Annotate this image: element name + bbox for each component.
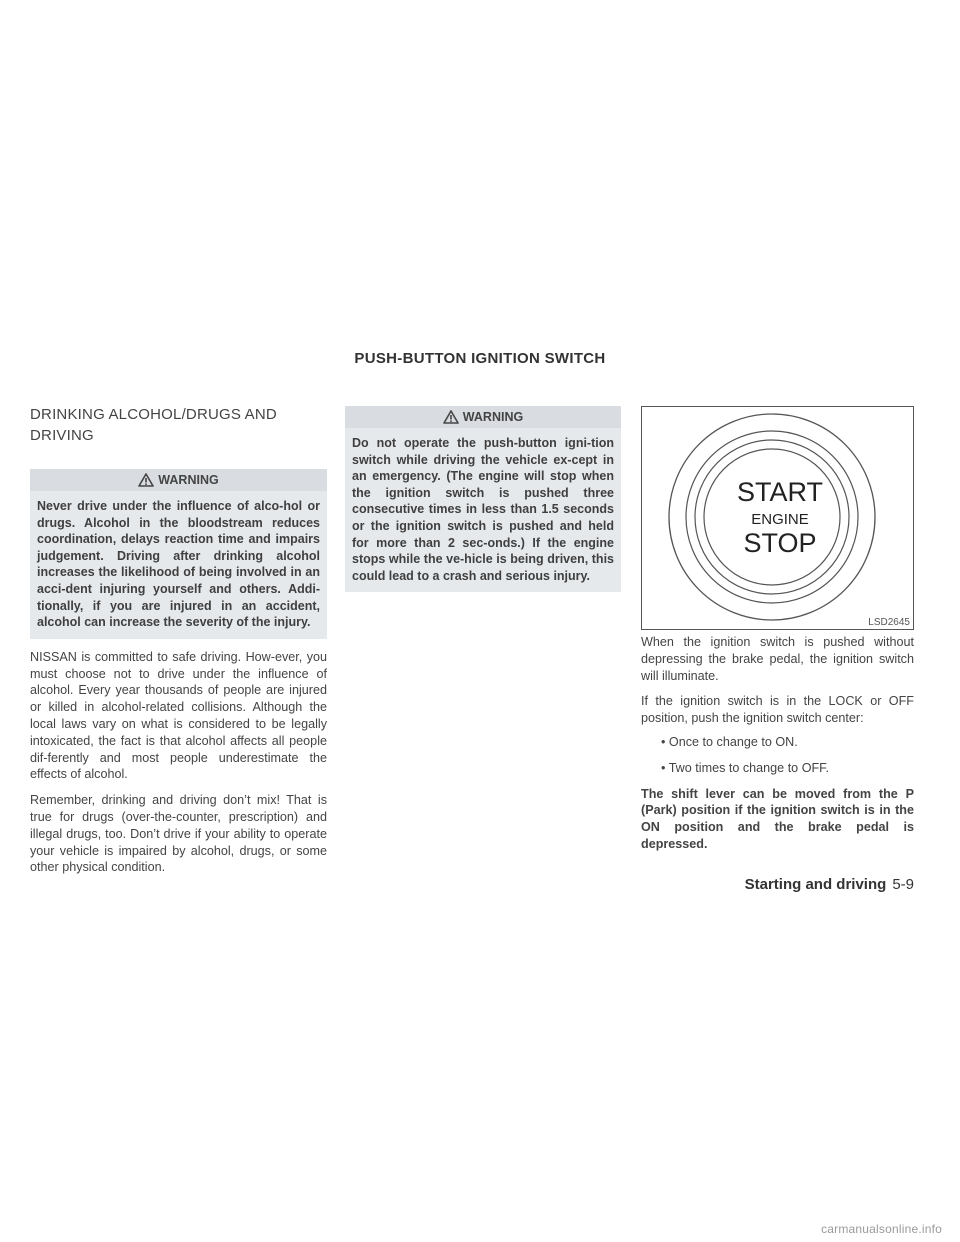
warning-header — [345, 406, 621, 428]
bullet-text: Two times to change to OFF. — [668, 760, 829, 775]
stop-label: STOP — [743, 528, 817, 558]
bullet-text: Once to change to ON. — [668, 734, 798, 749]
body-paragraph: NISSAN is committed to safe driving. How-ever, you must choose not to drive under the influence of alcohol. Every year thousands of people are injured or killed in alcohol-related collisions. Although the local laws vary on what is considered to be legally intoxicated, the fact is that alcohol affects all people dif-ferently and most people underestimate the effects of alcohol. — [30, 649, 327, 782]
page-number: 5-9 — [892, 876, 914, 893]
section-heading: DRINKING ALCOHOL/DRUGS AND DRIVING — [30, 406, 277, 444]
engine-label: ENGINE — [751, 511, 809, 528]
warning-box — [345, 406, 621, 592]
bold-note: The shift lever can be moved from the P (Park) position if the ignition switch is in the ON position and the brake pedal is depressed. — [641, 786, 914, 851]
push-button-icon — [642, 407, 913, 629]
middle-column — [345, 406, 621, 592]
ignition-switch-figure — [641, 406, 914, 630]
warning-box — [30, 469, 327, 639]
warning-header — [30, 469, 327, 491]
section-title: PUSH-BUTTON IGNITION SWITCH — [354, 350, 606, 367]
list-item: • Once to change to ON. — [661, 734, 798, 749]
watermark: carmanualsonline.info — [821, 1222, 942, 1236]
warning-text: Do not operate the push-button igni-tion switch while driving the vehicle ex-cept in an emergency. (The engine will stop when the ignition switch is pushed three consecutive times in less than 1.5 seconds or the ignition switch is pushed and held for more than 2 sec-onds.) If the engine stops while the ve-hicle is being driven, this could lead to a crash and serious injury. — [345, 428, 621, 592]
list-item: • Two times to change to OFF. — [661, 760, 829, 775]
figure-code: LSD2645 — [868, 617, 910, 628]
warning-text: Never drive under the influence of alco-hol or drugs. Alcohol in the bloodstream reduces coordination, delays reaction time and impairs judgement. Driving after drinking alcohol increases the likelihood of being involved in an acci-dent injuring yourself and others. Addi-tionally, if you are injured in an accident, alcohol can increase the severity of the injury. — [30, 491, 327, 639]
body-paragraph: If the ignition switch is in the LOCK or OFF position, push the ignition switch center: — [641, 694, 914, 726]
chapter-title: Starting and driving — [744, 876, 887, 893]
warning-icon — [138, 473, 154, 487]
warning-label: WARNING — [158, 473, 219, 487]
body-paragraph: Remember, drinking and driving don’t mix! That is true for drugs (over-the-counter, prescription) and illegal drugs, too. Don’t drive if your ability to operate your vehicle is impaired by alcohol, drugs, or some other physical condition. — [30, 793, 327, 875]
page-footer — [745, 876, 914, 893]
start-label: START — [736, 477, 824, 507]
body-paragraph: When the ignition switch is pushed without depressing the brake pedal, the ignition switch will illuminate. — [641, 635, 914, 683]
warning-icon — [443, 410, 459, 424]
left-column — [30, 404, 327, 876]
warning-label: WARNING — [462, 410, 524, 424]
right-column — [641, 406, 914, 853]
